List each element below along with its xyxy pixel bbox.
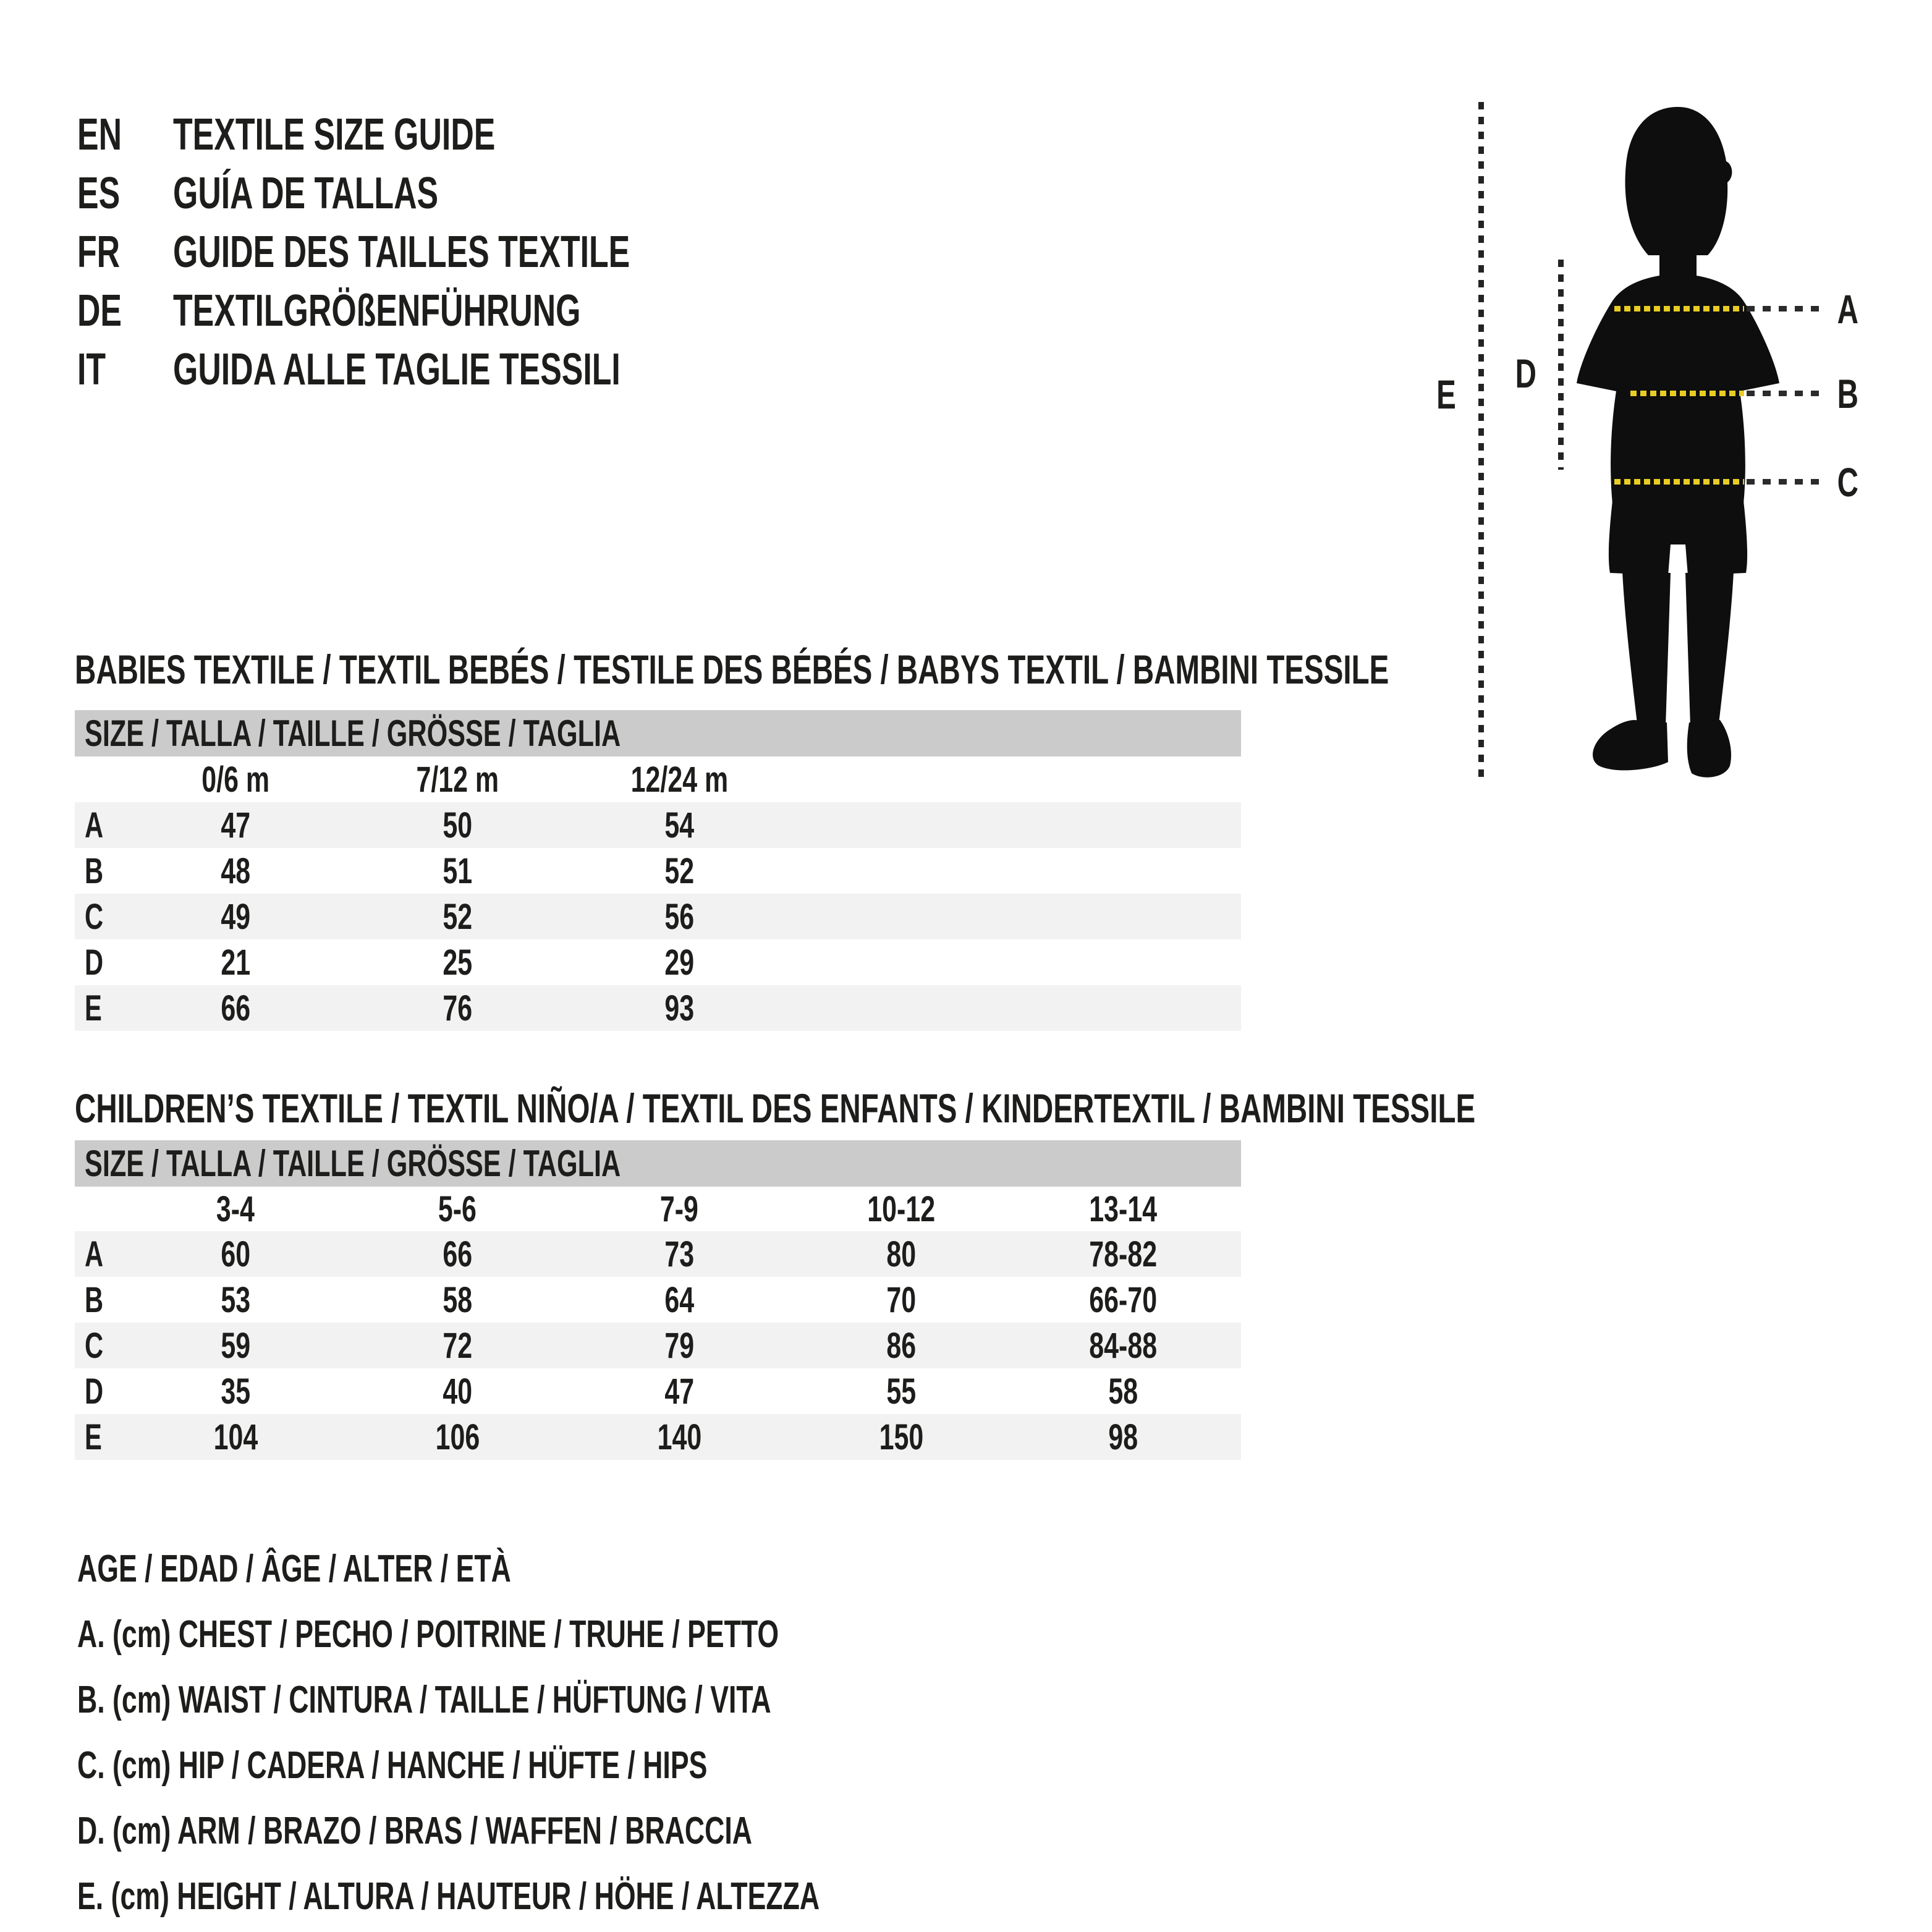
legend-text: D. (cm) ARM / BRAZO / BRAS / WAFFEN / BRACCIA xyxy=(77,1809,753,1852)
silhouette-shorts xyxy=(1609,501,1747,575)
cell-value xyxy=(358,894,556,939)
cell-value xyxy=(580,985,778,1031)
cell-value xyxy=(137,985,334,1031)
cell-text: 140 xyxy=(657,1417,701,1457)
cell-value xyxy=(137,1277,334,1323)
table-row-e xyxy=(75,985,1241,1031)
cell-text: 79 xyxy=(664,1325,694,1366)
measure-label-a xyxy=(1817,281,1879,337)
guide-title xyxy=(173,109,621,160)
waist-measure-line-b-yellow xyxy=(1630,391,1744,396)
cell-text: 58 xyxy=(443,1279,472,1320)
language-code-text: FR xyxy=(77,227,121,277)
table-row-e xyxy=(75,1414,1241,1460)
table-row-c xyxy=(75,894,1241,939)
cell-value xyxy=(580,1323,778,1368)
language-row-en xyxy=(77,105,808,164)
babies-table-title-text: BABIES TEXTILE / TEXTIL BEBÉS / TESTILE DES BÉBÉS / BABYS TEXTIL / BAMBINI TESSILE xyxy=(75,646,1389,692)
cell-text: 80 xyxy=(886,1234,916,1274)
cell-value xyxy=(802,1414,1000,1460)
language-code-text: ES xyxy=(77,168,121,218)
cell-text: 21 xyxy=(221,942,250,983)
cell-value xyxy=(802,1277,1000,1323)
legend-line-hip xyxy=(77,1732,1108,1798)
cell-text: 78-82 xyxy=(1089,1234,1157,1274)
guide-title-text: TEXTILGRÖßENFÜHRUNG xyxy=(173,286,581,336)
language-code xyxy=(77,344,173,395)
cell-text: 50 xyxy=(443,805,472,845)
row-label-text: A xyxy=(85,1234,104,1274)
cell-value xyxy=(580,1231,778,1277)
row-label xyxy=(85,848,111,894)
cell-text: 66 xyxy=(443,1234,472,1274)
row-label xyxy=(85,985,109,1031)
legend-text: B. (cm) WAIST / CINTURA / TAILLE / HÜFTUNG / VITA xyxy=(77,1678,771,1721)
cell-text: 104 xyxy=(213,1417,258,1457)
language-code-text: EN xyxy=(77,109,122,159)
row-label xyxy=(85,1368,111,1414)
cell-text: 60 xyxy=(221,1234,250,1274)
cell-value xyxy=(1024,1414,1222,1460)
cell-text: 35 xyxy=(221,1371,250,1412)
cell-value xyxy=(137,1323,334,1368)
language-code-text: DE xyxy=(77,286,122,336)
cell-text: 84-88 xyxy=(1089,1325,1157,1366)
language-row-es xyxy=(77,164,808,222)
column-header xyxy=(358,756,556,802)
cell-value xyxy=(358,1368,556,1414)
measure-label-a-text: A xyxy=(1837,286,1859,332)
legend-line-arm xyxy=(77,1798,1108,1863)
measure-label-b xyxy=(1817,366,1879,422)
cell-text: 54 xyxy=(664,805,694,845)
cell-text: 66 xyxy=(221,988,250,1028)
cell-value xyxy=(358,848,556,894)
cell-text: 72 xyxy=(443,1325,472,1366)
babies-size-header-bar xyxy=(75,710,1241,756)
cell-text: 47 xyxy=(221,805,250,845)
column-header-text: 7-9 xyxy=(659,1188,699,1229)
guide-title-text: TEXTILE SIZE GUIDE xyxy=(173,109,496,159)
babies-size-header-text: SIZE / TALLA / TAILLE / GRÖSSE / TAGLIA xyxy=(85,713,621,754)
children-size-header-text: SIZE / TALLA / TAILLE / GRÖSSE / TAGLIA xyxy=(85,1143,621,1184)
cell-text: 86 xyxy=(886,1325,916,1366)
column-header xyxy=(137,1187,334,1231)
column-header xyxy=(580,1187,778,1231)
row-label xyxy=(85,1323,111,1368)
cell-value xyxy=(580,1277,778,1323)
children-column-header-row xyxy=(75,1187,1241,1231)
language-code xyxy=(77,109,173,160)
table-row-b xyxy=(75,1277,1241,1323)
column-header-text: 7/12 m xyxy=(416,759,499,800)
row-label-text: B xyxy=(85,1279,104,1320)
measure-label-e xyxy=(1415,366,1477,422)
cell-text: 52 xyxy=(664,850,694,891)
language-row-de xyxy=(77,281,808,340)
cell-text: 64 xyxy=(664,1279,694,1320)
row-label-text: E xyxy=(85,988,102,1028)
arm-measure-line-d xyxy=(1558,260,1564,470)
row-label xyxy=(85,1231,111,1277)
cell-text: 76 xyxy=(443,988,472,1028)
babies-table-title xyxy=(75,642,1900,697)
cell-value xyxy=(580,802,778,848)
cell-value xyxy=(358,1277,556,1323)
column-header xyxy=(1024,1187,1222,1231)
column-header-text: 0/6 m xyxy=(201,759,269,800)
cell-value xyxy=(137,939,334,985)
cell-value xyxy=(137,848,334,894)
cell-value xyxy=(1024,1277,1222,1323)
table-row-d xyxy=(75,1368,1241,1414)
cell-value xyxy=(137,802,334,848)
cell-value xyxy=(1024,1323,1222,1368)
column-header xyxy=(802,1187,1000,1231)
cell-text: 49 xyxy=(221,896,250,937)
cell-value xyxy=(802,1231,1000,1277)
legend-line-chest xyxy=(77,1601,1108,1667)
cell-value xyxy=(358,939,556,985)
cell-text: 73 xyxy=(664,1234,694,1274)
silhouette-head xyxy=(1625,107,1732,255)
children-table-title-text: CHILDREN’S TEXTILE / TEXTIL NIÑO/A / TEXTIL DES ENFANTS / KINDERTEXTIL / BAMBINI TESSILE xyxy=(75,1085,1476,1131)
cell-value xyxy=(1024,1368,1222,1414)
row-label-text: D xyxy=(85,1371,104,1412)
table-row-a xyxy=(75,1231,1241,1277)
cell-value xyxy=(358,985,556,1031)
row-label-text: B xyxy=(85,850,104,891)
silhouette-right-shoe xyxy=(1687,720,1731,777)
legend-text: A. (cm) CHEST / PECHO / POITRINE / TRUHE / PETTO xyxy=(77,1612,779,1656)
column-header-text: 10-12 xyxy=(867,1188,935,1229)
guide-title-text: GUIDA ALLE TAGLIE TESSILI xyxy=(173,344,621,394)
cell-text: 40 xyxy=(443,1371,472,1412)
row-label-text: C xyxy=(85,896,104,937)
cell-text: 48 xyxy=(221,850,250,891)
hip-measure-line-c-yellow xyxy=(1614,479,1744,485)
cell-value xyxy=(580,848,778,894)
cell-value xyxy=(358,1231,556,1277)
cell-text: 59 xyxy=(221,1325,250,1366)
children-table-title xyxy=(75,1080,1932,1136)
cell-text: 52 xyxy=(443,896,472,937)
language-code xyxy=(77,227,173,278)
cell-value xyxy=(580,939,778,985)
babies-column-header-row xyxy=(75,756,1241,802)
cell-value xyxy=(580,1414,778,1460)
legend-line-age xyxy=(77,1536,1108,1601)
legend-text: C. (cm) HIP / CADERA / HANCHE / HÜFTE / HIPS xyxy=(77,1743,708,1787)
guide-title xyxy=(173,227,808,278)
legend-text: E. (cm) HEIGHT / ALTURA / HAUTEUR / HÖHE / ALTEZZA xyxy=(77,1875,820,1918)
cell-text: 47 xyxy=(664,1371,694,1412)
table-row-b xyxy=(75,848,1241,894)
cell-text: 93 xyxy=(664,988,694,1028)
row-label-text: A xyxy=(85,805,104,845)
cell-value xyxy=(358,802,556,848)
row-label xyxy=(85,939,111,985)
waist-measure-line-b-dark xyxy=(1747,391,1823,396)
cell-value xyxy=(358,1323,556,1368)
column-header xyxy=(358,1187,556,1231)
measure-label-c xyxy=(1817,454,1879,510)
language-code xyxy=(77,168,173,219)
cell-value xyxy=(802,1368,1000,1414)
legend-text: AGE / EDAD / ÂGE / ALTER / ETÀ xyxy=(77,1547,511,1590)
row-label-text: C xyxy=(85,1325,104,1366)
measure-label-b-text: B xyxy=(1837,371,1859,417)
language-row-fr xyxy=(77,222,808,281)
language-code xyxy=(77,286,173,336)
silhouette-left-shoe xyxy=(1593,720,1668,770)
row-label xyxy=(85,802,111,848)
cell-value xyxy=(580,1368,778,1414)
column-header xyxy=(580,756,778,802)
children-size-header-bar xyxy=(75,1140,1241,1187)
cell-value xyxy=(137,1414,334,1460)
cell-text: 58 xyxy=(1108,1371,1138,1412)
guide-title xyxy=(173,168,541,219)
measurement-legend xyxy=(77,1536,1108,1929)
cell-value xyxy=(137,894,334,939)
cell-value xyxy=(1024,1231,1222,1277)
column-header-text: 12/24 m xyxy=(630,759,728,800)
cell-value xyxy=(358,1414,556,1460)
legend-line-waist xyxy=(77,1667,1108,1732)
column-header-text: 13-14 xyxy=(1089,1188,1157,1229)
cell-text: 53 xyxy=(221,1279,250,1320)
row-label-text: D xyxy=(85,942,104,983)
legend-line-height xyxy=(77,1863,1108,1929)
cell-text: 66-70 xyxy=(1089,1279,1157,1320)
language-row-it xyxy=(77,340,808,399)
guide-title-text: GUÍA DE TALLAS xyxy=(173,168,439,218)
cell-text: 55 xyxy=(886,1371,916,1412)
cell-text: 70 xyxy=(886,1279,916,1320)
column-header-text: 3-4 xyxy=(216,1188,255,1229)
cell-text: 51 xyxy=(443,850,472,891)
chest-measure-line-a-yellow xyxy=(1614,306,1744,311)
table-row-c xyxy=(75,1323,1241,1368)
measure-label-d-text: D xyxy=(1515,350,1537,396)
language-code-text: IT xyxy=(77,344,106,394)
measure-label-e-text: E xyxy=(1436,371,1456,417)
cell-value xyxy=(580,894,778,939)
row-label-text: E xyxy=(85,1417,102,1457)
chest-measure-line-a-dark xyxy=(1747,306,1823,311)
guide-title-text: GUIDE DES TAILLES TEXTILE xyxy=(173,227,630,277)
row-label xyxy=(85,1414,109,1460)
cell-text: 29 xyxy=(664,942,694,983)
table-row-a xyxy=(75,802,1241,848)
language-title-block xyxy=(77,105,808,399)
cell-value xyxy=(137,1231,334,1277)
column-header xyxy=(137,756,334,802)
column-header-text: 5-6 xyxy=(438,1188,477,1229)
hip-measure-line-c-dark xyxy=(1747,479,1823,485)
guide-title xyxy=(173,286,739,336)
row-label xyxy=(85,894,111,939)
table-row-d xyxy=(75,939,1241,985)
cell-text: 106 xyxy=(435,1417,480,1457)
measure-label-d xyxy=(1495,345,1557,401)
cell-text: 98 xyxy=(1108,1417,1138,1457)
measure-label-c-text: C xyxy=(1837,459,1859,505)
cell-value xyxy=(802,1323,1000,1368)
cell-text: 150 xyxy=(879,1417,923,1457)
cell-text: 56 xyxy=(664,896,694,937)
cell-value xyxy=(137,1368,334,1414)
guide-title xyxy=(173,344,794,395)
cell-text: 25 xyxy=(443,942,472,983)
row-label xyxy=(85,1277,111,1323)
